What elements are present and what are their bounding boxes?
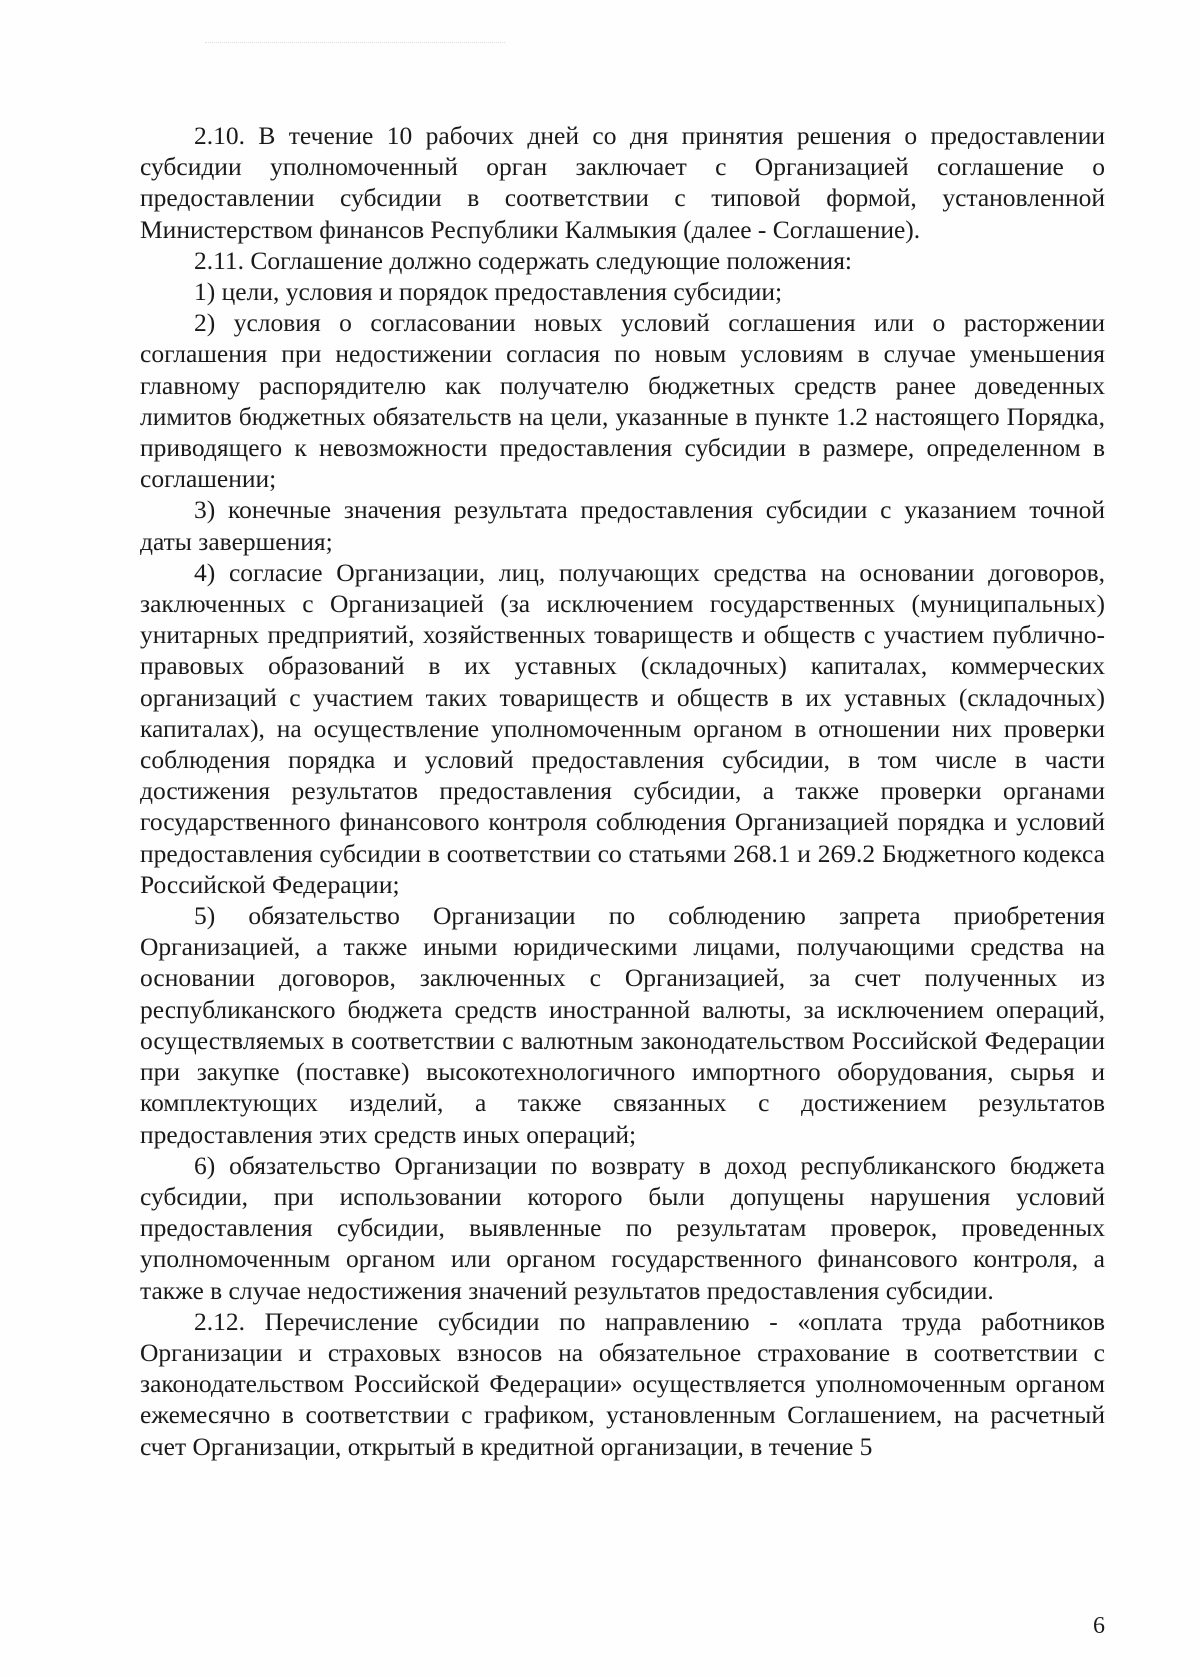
document-body	[140, 120, 1105, 1462]
scan-artifact	[205, 42, 505, 46]
paragraph-2-10: 2.10. В течение 10 рабочих дней со дня принятия решения о предоставлении субсидии уполномоченный орган заключает с Организацией соглашение о предоставлении субсидии в соответствии с типовой формой, установленной Министерством финансов Республики Калмыкия (далее - Соглашение).	[140, 121, 1105, 244]
list-item-6: 6) обязательство Организации по возврату в доход республиканского бюджета субсидии, при использовании которого были допущены нарушения условий предоставления субсидии, выявленные по результатам проверок, проведенных уполномоченным органом или органом государственного финансового контроля, а также в случае недостижения значений результатов предоставления субсидии.	[140, 1150, 1105, 1305]
page-number: 6	[1093, 1613, 1105, 1639]
list-item-5: 5) обязательство Организации по соблюдению запрета приобретения Организацией, а также иными юридическими лицами, получающими средства на основании договоров, заключенных с Организацией, за счет полученных из республиканского бюджета средств иностранной валюты, за исключением операций, осуществляемых в соответствии с валютным законодательством Российской Федерации при закупке (поставке) высокотехнологичного импортного оборудования, сырья и комплектующих изделий, а также связанных с достижением результатов предоставления этих средств иных операций;	[140, 901, 1105, 1149]
list-item-1: 1) цели, условия и порядок предоставления субсидии;	[194, 277, 783, 307]
paragraph-2-12: 2.12. Перечисление субсидии по направлению - «оплата труда работников Организации и страховых взносов на обязательное страхование в соответствии с законодательством Российской Федерации» осуществляется уполномоченным органом ежемесячно в соответствии с графиком, установленным Соглашением, на расчетный счет Организации, открытый в кредитной организации, в течение 5	[140, 1306, 1105, 1461]
list-item-3: 3) конечные значения результата предоставления субсидии с указанием точной даты завершения;	[140, 495, 1105, 556]
paragraph-2-11: 2.11. Соглашение должно содержать следующие положения:	[194, 245, 853, 275]
list-item-2: 2) условия о согласовании новых условий соглашения или о расторжении соглашения при недостижении согласия по новым условиям в случае уменьшения главному распорядителю как получателю бюджетных средств ранее доведенных лимитов бюджетных обязательств на цели, указанные в пункте 1.2 настоящего Порядка, приводящего к невозможности предоставления субсидии в размере, определенном в соглашении;	[140, 308, 1105, 494]
list-item-4: 4) согласие Организации, лиц, получающих средства на основании договоров, заключенных с Организацией (за исключением государственных (муниципальных) унитарных предприятий, хозяйственных товариществ и обществ с участием публично-правовых образований в их уставных (складочных) капиталах, коммерческих организаций с участием таких товариществ и обществ в их уставных (складочных) капиталах), на осуществление уполномоченным органом в отношении них проверки соблюдения порядка и условий предоставления субсидии, в том числе в части достижения результатов предоставления субсидии, а также проверки органами государственного финансового контроля соблюдения Организацией порядка и условий предоставления субсидии в соответствии со статьями 268.1 и 269.2 Бюджетного кодекса Российской Федерации;	[140, 557, 1105, 899]
